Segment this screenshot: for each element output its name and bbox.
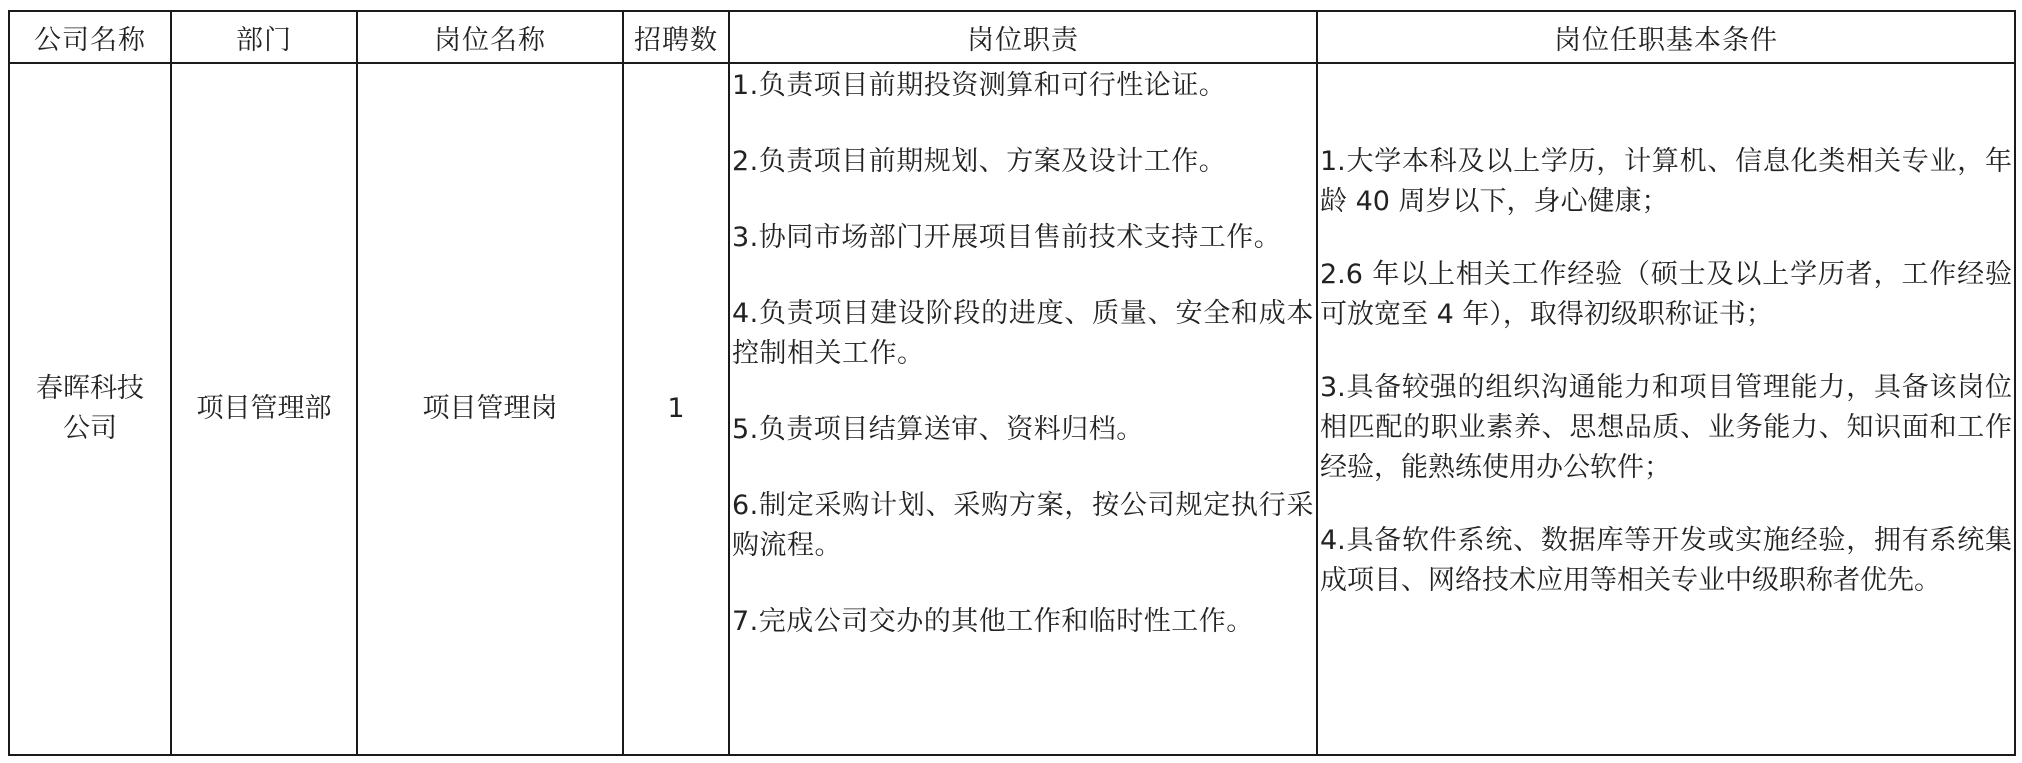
department-cell: 项目管理部	[171, 63, 357, 755]
header-requirements: 岗位任职基本条件	[1317, 11, 2015, 63]
header-company: 公司名称	[9, 11, 171, 63]
headcount-cell: 1	[623, 63, 729, 755]
requirement-item: 3.具备较强的组织沟通能力和项目管理能力，具备该岗位相匹配的职业素养、思想品质、业务能力、知识面和工作经验，能熟练使用办公软件；	[1320, 372, 2012, 483]
position-cell: 项目管理岗	[357, 63, 623, 755]
duties-cell	[729, 63, 1317, 755]
recruitment-table	[8, 10, 2016, 756]
table-row	[9, 63, 2015, 755]
header-duties: 岗位职责	[729, 11, 1317, 63]
duty-item: 6.制定采购计划、采购方案，按公司规定执行采购流程。	[732, 490, 1314, 561]
duty-item: 4.负责项目建设阶段的进度、质量、安全和成本控制相关工作。	[732, 298, 1314, 369]
header-position: 岗位名称	[357, 11, 623, 63]
company-cell	[9, 63, 171, 755]
duty-item: 1.负责项目前期投资测算和可行性论证。	[732, 70, 1227, 101]
duty-item: 2.负责项目前期规划、方案及设计工作。	[732, 146, 1227, 177]
header-headcount: 招聘数	[623, 11, 729, 63]
header-department: 部门	[171, 11, 357, 63]
requirement-item: 4.具备软件系统、数据库等开发或实施经验，拥有系统集成项目、网络技术应用等相关专业中级职称者优先。	[1320, 525, 2012, 596]
requirement-item: 2.6 年以上相关工作经验（硕士及以上学历者，工作经验可放宽至 4 年），取得初级职称证书；	[1320, 259, 2012, 330]
duty-item: 3.协同市场部门开展项目售前技术支持工作。	[732, 222, 1282, 253]
header-row	[9, 11, 2015, 63]
company-name: 春晖科技公司	[36, 373, 144, 444]
requirements-cell	[1317, 63, 2015, 755]
duty-item: 7.完成公司交办的其他工作和临时性工作。	[732, 606, 1254, 637]
duty-item: 5.负责项目结算送审、资料归档。	[732, 414, 1144, 445]
requirement-item: 1.大学本科及以上学历，计算机、信息化类相关专业，年龄 40 周岁以下，身心健康；	[1320, 146, 2012, 217]
